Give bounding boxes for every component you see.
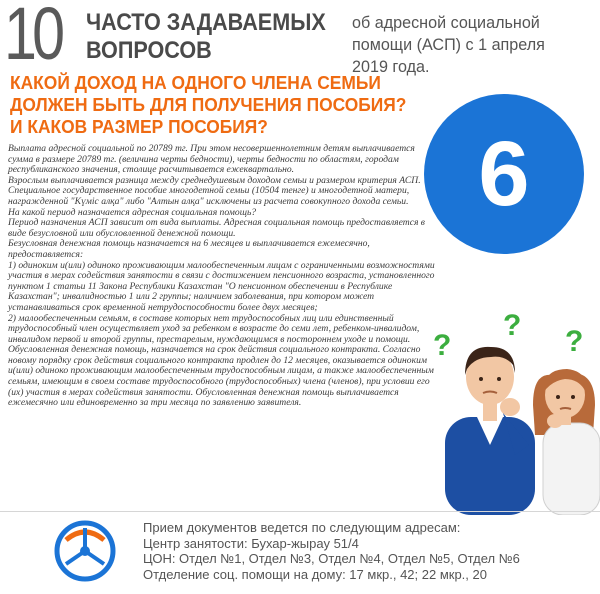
- header-subtitle: об адресной социальной помощи (АСП) с 1 апреля 2019 года.: [352, 13, 545, 76]
- man-figure: [445, 347, 535, 515]
- header-title-line1: ЧАСТО ЗАДАВАЕМЫХ: [86, 9, 326, 36]
- footer-divider: [0, 511, 600, 512]
- answer-paragraph: Период назначения АСП зависит от вида выплаты. Адресная социальная помощь предоставляется в виде безусловной или обусловленной денежной помощи.: [8, 217, 425, 239]
- answer-paragraph: 2) малообеспеченным семьям, в составе которых нет трудоспособных лиц или единственный трудоспособный член осуществляет уход за ребенком в возрасте до семи лет, ребенком-инвалидом, инвалидом первой и второй группы, престарелым, нуждающимся в постороннем уходе и помощи. Обусловленная денежная помощь, назначается на срок действия социального контракта. Согласно новому порядку срок действия социального контракта продлен до 12 месяцев, оказывается одиноким и(или) одиноко проживающим малообеспеченным трудоспособным лицам, а также малообеспеченным семьям, имеющим в своем составе трудоспособного (трудоспособных) члена (членов), при условии его (их) участия в мерах содействия занятости. Обусловленная денежная помощь выплачивается ежемесячно или единовременно за три месяца по заявлению заявителя.: [8, 312, 434, 409]
- answer-text: [8, 144, 438, 409]
- woman-figure: [533, 369, 600, 515]
- badge-number: 6: [478, 123, 530, 225]
- question-line1: КАКОЙ ДОХОД НА ОДНОГО ЧЛЕНА СЕМЬИ: [10, 72, 381, 93]
- footer-addresses: [143, 520, 520, 582]
- header-title-line2: ВОПРОСОВ: [86, 37, 212, 64]
- answer-paragraph: Безусловная денежная помощь назначается на 6 месяцев и выплачивается ежемесячно, предоставляется:: [8, 238, 370, 260]
- footer-line1: Прием документов ведется по следующим адресам:: [143, 520, 461, 535]
- question-line3: И КАКОВ РАЗМЕР ПОСОБИЯ?: [10, 116, 268, 137]
- question-heading: [10, 72, 452, 138]
- question-mark-icon: ?: [565, 325, 584, 358]
- answer-paragraph: Взрослым выплачивается разница между среднедушевым доходом семьи и размером критерия АСП.: [8, 174, 421, 186]
- header-number: 10: [4, 0, 61, 75]
- footer-line3: ЦОН: Отдел №1, Отдел №3, Отдел №4, Отдел №5, Отдел №6: [143, 551, 520, 566]
- answer-paragraph: Выплата адресной социальной по 20789 тг. При этом несовершеннолетним детям выплачивается сумма в размере 20789 тг. (величина черты бедности), черты бедности по областям, городам республиканского значения, столице расчитывается ежеквартально.: [8, 143, 415, 176]
- org-logo: [54, 520, 116, 582]
- header: [0, 0, 600, 76]
- thinking-people-illustration: [415, 295, 600, 515]
- answer-paragraph: На какой период назначается адресная социальная помощь?: [8, 206, 257, 218]
- question-line2: ДОЛЖЕН БЫТЬ ДЛЯ ПОЛУЧЕНИЯ ПОСОБИЯ?: [10, 94, 407, 115]
- question-mark-icon: ?: [503, 309, 522, 342]
- question-mark-icon: ?: [433, 329, 452, 362]
- answer-paragraph: 1) одиноким и(или) одиноко проживающим малообеспеченным лицам с ограниченными возможностями участия в мерах содействия занятости в связи с достижением пенсионного возраста, установленного пунктом 1 статьи 11 Закона Республики Казахстан "О пенсионном обеспечении в Республике Казахстан"; инвалидностью 1 или 2 группы; наличием заболевания, при котором может устанавливаться срок временной нетрудоспособности более двух месяцев;: [8, 259, 435, 313]
- question-number-badge: [424, 94, 584, 254]
- footer-line2: Центр занятости: Бухар-жырау 51/4: [143, 535, 359, 551]
- footer-line4: Отделение соц. помощи на дому: 17 мкр., 42; 22 мкр., 20: [143, 566, 487, 582]
- answer-paragraph: Специальное государственное пособие многодетной семьи (10504 тенге) и многодетной матери, награжденной "Күміс алқа" либо "Алтын алқа" исключены из расчета совокупного дохода семьи.: [8, 185, 410, 207]
